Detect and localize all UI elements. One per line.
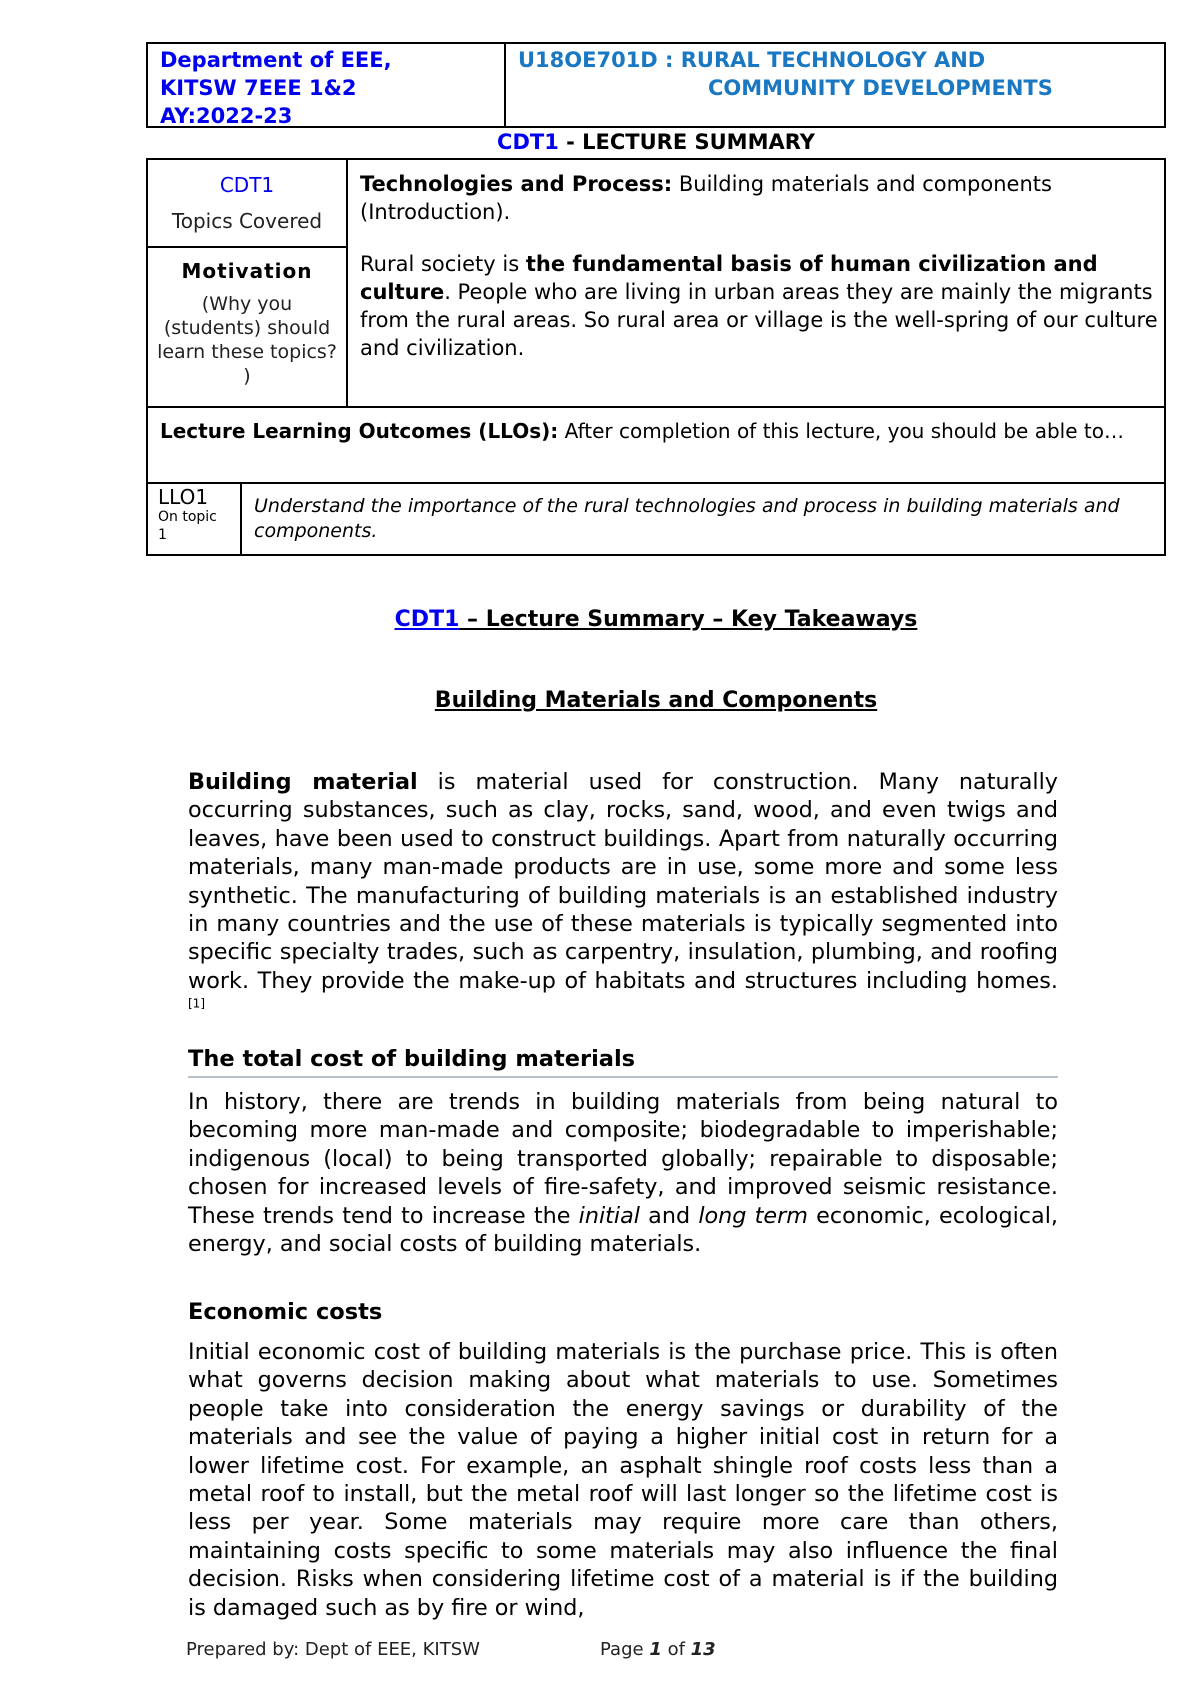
llo-intro: After completion of this lecture, you should be able to… [558, 419, 1124, 443]
emphasis-initial: initial [578, 1202, 640, 1229]
motivation-label: Motivation [181, 259, 313, 283]
llo1-topic: On topic 1 [158, 509, 217, 543]
info-left-column [148, 160, 348, 406]
motivation-cell [148, 248, 346, 404]
lecture-summary-title [146, 128, 1166, 156]
llo1-row [148, 484, 1164, 554]
department-cell [148, 44, 506, 126]
paragraph-trends [188, 1088, 1058, 1258]
llo1-id: LLO1 [158, 485, 209, 509]
course-title-cell [506, 44, 1164, 126]
motivation-text-bold: the fundamental basis of human civilization and culture [360, 252, 1098, 304]
section-title: Building Materials and Components [434, 688, 878, 713]
heading-total-cost: The total cost of building materials [188, 1044, 1058, 1078]
page-current: 1 [649, 1639, 662, 1660]
course-title-line1: U18OE701D : RURAL TECHNOLOGY AND [518, 48, 986, 72]
topics-description [360, 170, 1160, 226]
motivation-description [360, 250, 1160, 362]
page-label: Page [600, 1639, 650, 1660]
page-footer [186, 1638, 1086, 1662]
paragraph-text: and [639, 1202, 699, 1229]
llo-heading: Lecture Learning Outcomes (LLOs): [160, 419, 559, 443]
summary-code: CDT1 [497, 130, 559, 154]
llo1-description: Understand the importance of the rural technologies and process in building materials and components. [254, 495, 1120, 542]
academic-year-line: AY:2022-23 [160, 104, 293, 128]
prepared-by: Prepared by: Dept of EEE, KITSW [186, 1639, 480, 1660]
page-total: 13 [690, 1639, 716, 1660]
term-building-material: Building material [188, 769, 418, 795]
course-title-line2: COMMUNITY DEVELOPMENTS [708, 76, 1053, 100]
heading-economic-costs: Economic costs [188, 1299, 383, 1325]
summary-title-text: - LECTURE SUMMARY [558, 130, 815, 154]
topics-covered-cell [148, 160, 346, 248]
motivation-subtitle: (Why you (students) should learn these topics? ) [157, 293, 337, 387]
llo-header-row [148, 406, 1164, 484]
paragraph-economic-costs: Initial economic cost of building materials is the purchase price. This is often what governs decision making about what materials to use. Sometimes people take into consideration the energy savings or durability of the materials and see the value of paying a higher initial cost in return for a lower lifetime cost. For example, an asphalt shingle roof costs less than a metal roof to install, but the metal roof will last longer so the lifetime cost is less per year. Some materials may require more care than others, maintaining costs specific to some materials may also influence the final decision. Risks when considering lifetime cost of a material is if the building is damaged such as by fire or wind, [188, 1339, 1058, 1621]
batch-line: KITSW 7EEE 1&2 [160, 76, 357, 100]
header-table [146, 42, 1166, 128]
topics-code: CDT1 [219, 173, 275, 197]
key-takeaways-text: – Lecture Summary – Key Takeaways [459, 607, 918, 632]
motivation-text-pre: Rural society is [360, 252, 526, 276]
topics-covered-label: Topics Covered [171, 209, 323, 233]
paragraph-building-material [188, 768, 1058, 1024]
page-number [600, 1638, 716, 1662]
paragraph-text: economic, ecological, energy, and social costs of building materials. [188, 1202, 1058, 1258]
page-of: of [661, 1639, 691, 1660]
key-takeaways-code: CDT1 [394, 607, 460, 632]
motivation-text-post: . People who are living in urban areas they are mainly the migrants from the rural areas. So rural area or village is the well-spring of our culture and civilization. [360, 280, 1158, 360]
topic-heading: Technologies and Process: [360, 172, 673, 196]
emphasis-long-term: long term [698, 1202, 808, 1229]
llo1-id-cell [148, 484, 242, 554]
topic-detail: Building materials and components (Introduction). [360, 172, 1052, 224]
lecture-info-table [146, 158, 1166, 556]
department-line: Department of EEE, [160, 48, 392, 72]
paragraph-text: is material used for construction. Many naturally occurring substances, such as clay, rocks, sand, wood, and even twigs and leaves, have been used to construct buildings. Apart from naturally occurring materials, many man-made products are in use, some more and some less synthetic. The manufacturing of building materials is an established industry in many countries and the use of these materials is typically segmented into specific specialty trades, such as carpentry, insulation, plumbing, and roofing work. They provide the make-up of habitats and structures including homes. [188, 769, 1058, 994]
reference-link[interactable]: [1] [188, 996, 205, 1011]
paragraph-text: In history, there are trends in building materials from being natural to becoming more man-made and composite; biodegradable to imperishable; indigenous (local) to being transported globally; repairable to disposable; chosen for increased levels of fire-safety, and improved seismic resistance. These trends tend to increase the [188, 1089, 1058, 1229]
key-takeaways-title [146, 605, 1166, 635]
